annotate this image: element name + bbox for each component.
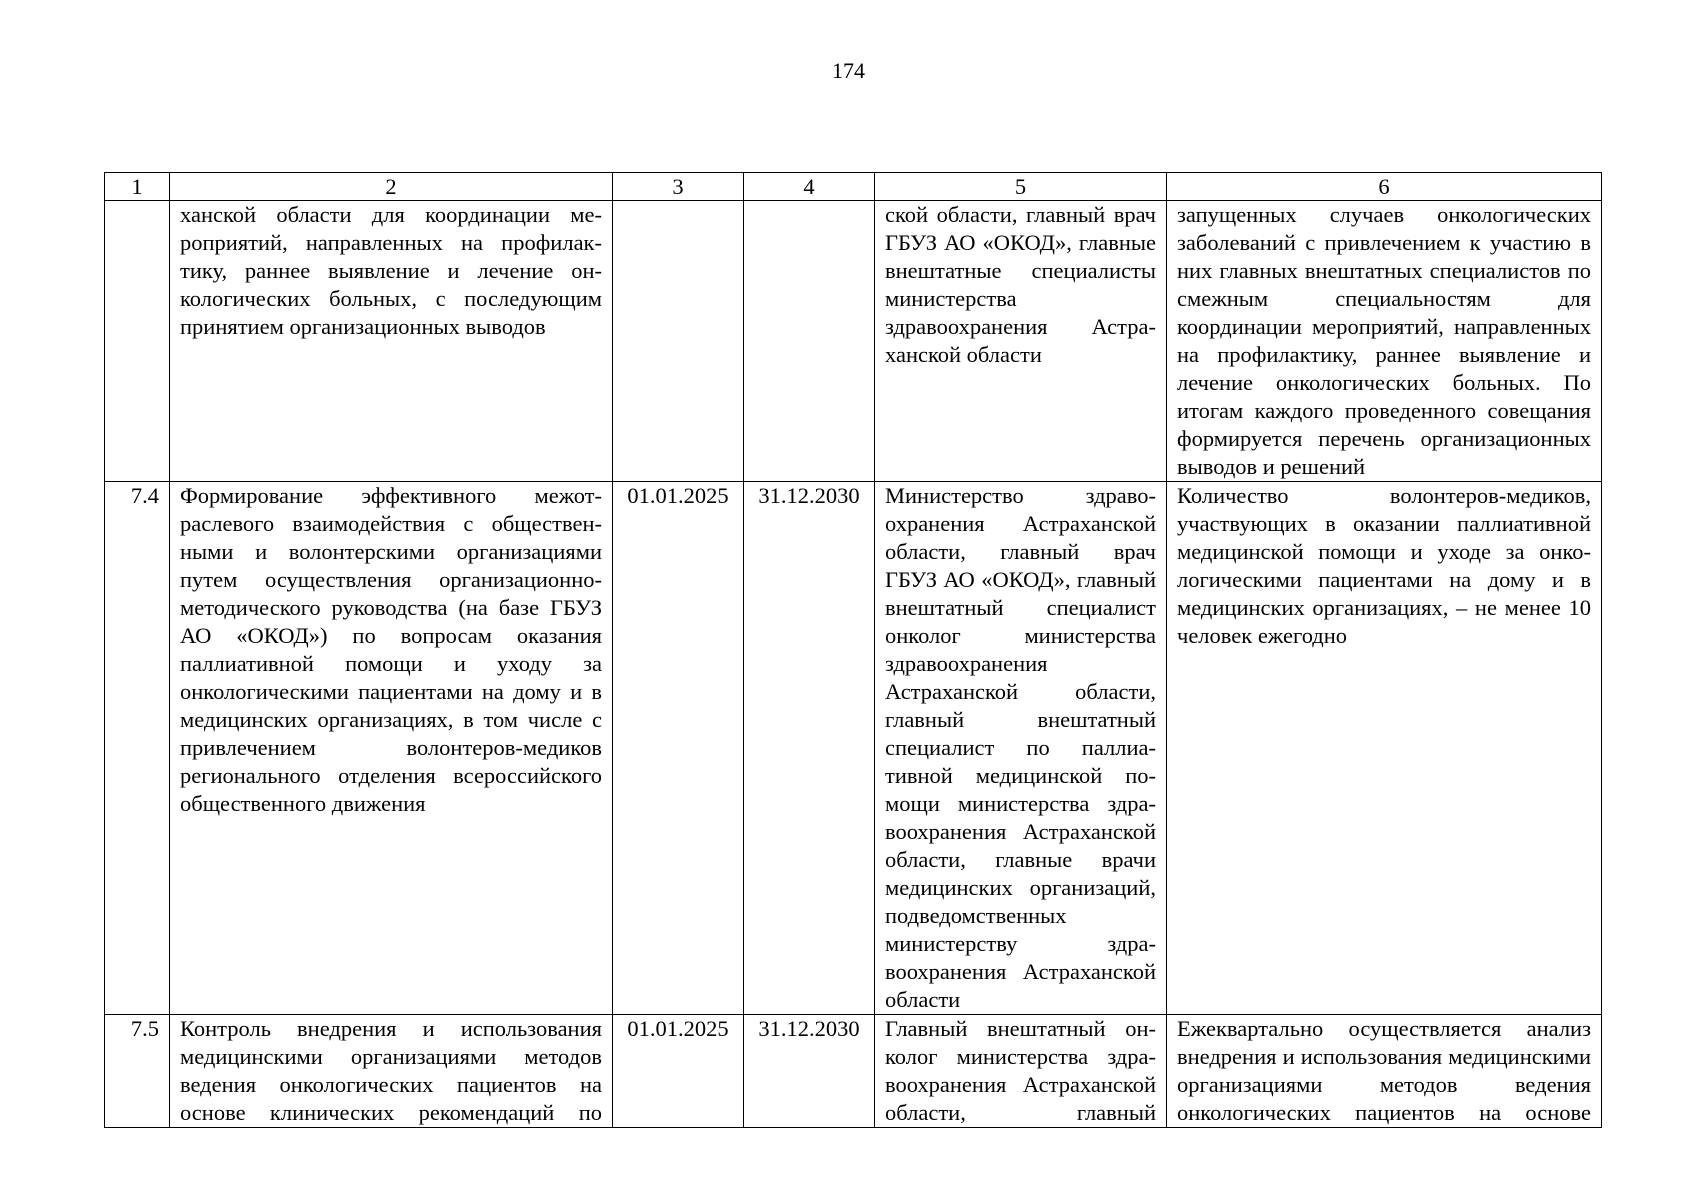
cell-end-date: 31.12.2030: [744, 482, 875, 1015]
table-header-row: [105, 173, 1602, 201]
cell-result: запущенных случаев онкологических заболеваний с привлечением к участию в них главных внештатных специалистов по смежным специальностям для координации мероприятий, направленных на профилактику, раннее выявление и лечение онкологических больных. По итогам каждого проведенного совещания формируется перечень организационных выводов и решений: [1167, 201, 1602, 482]
cell-result: Ежеквартально осуществляется анализ внедрения и использования медицинскими организациями методов ведения онкологических пациентов на основе: [1167, 1015, 1602, 1128]
table-row: [105, 201, 1602, 482]
column-header: 1: [105, 173, 170, 201]
column-header: 3: [613, 173, 744, 201]
cell-start-date: 01.01.2025: [613, 1015, 744, 1128]
cell-start-date: 01.01.2025: [613, 482, 744, 1015]
measures-table: [104, 172, 1602, 1128]
cell-responsible: Главный внештатный онколог министерства здравоохранения Астраханской области, главный: [875, 1015, 1167, 1128]
cell-result: Количество волонтеров-медиков, участвующих в оказании паллиативной медицинской помощи и уходе за онкологическими пациентами на дому и в медицинских организациях, – не менее 10 человек ежегодно: [1167, 482, 1602, 1015]
cell-number: [105, 201, 170, 482]
column-header: 5: [875, 173, 1167, 201]
cell-measure: ханской области для координации мероприятий, направленных на профилактику, раннее выявление и лечение онкологических больных, с последующим принятием организационных выводов: [170, 201, 613, 482]
cell-number: 7.5: [105, 1015, 170, 1128]
table-row: [105, 482, 1602, 1015]
page-number: 174: [832, 58, 865, 83]
cell-end-date: 31.12.2030: [744, 1015, 875, 1128]
cell-measure: Формирование эффективного межотраслевого взаимодействия с общественными и волонтерскими организациями путем осуществления организационно-методического руководства (на базе ГБУЗ АО «ОКОД») по вопросам оказания паллиативной помощи и уходу за онкологическими пациентами на дому и в медицинских организациях, в том числе с привлечением волонтеров-медиков регионального отделения всероссийского общественного движения: [170, 482, 613, 1015]
table-row: [105, 1015, 1602, 1128]
column-header: 2: [170, 173, 613, 201]
column-header: 6: [1167, 173, 1602, 201]
cell-measure: Контроль внедрения и использования медицинскими организациями методов ведения онкологических пациентов на основе клинических рекомендаций по: [170, 1015, 613, 1128]
cell-number: 7.4: [105, 482, 170, 1015]
cell-responsible: ской области, главный врач ГБУЗ АО «ОКОД», главные внештатные специалисты министерства здравоохранения Астраханской области: [875, 201, 1167, 482]
cell-start-date: [613, 201, 744, 482]
cell-end-date: [744, 201, 875, 482]
cell-responsible: Министерство здравоохранения Астраханской области, главный врач ГБУЗ АО «ОКОД», главный внештатный специалист онколог министерства здравоохранения Астраханской области, главный внештатный специалист по паллиативной медицинской помощи министерства здравоохранения Астраханской области, главные врачи медицинских организаций, подведомственных министерству здравоохранения Астраханской области: [875, 482, 1167, 1015]
column-header: 4: [744, 173, 875, 201]
